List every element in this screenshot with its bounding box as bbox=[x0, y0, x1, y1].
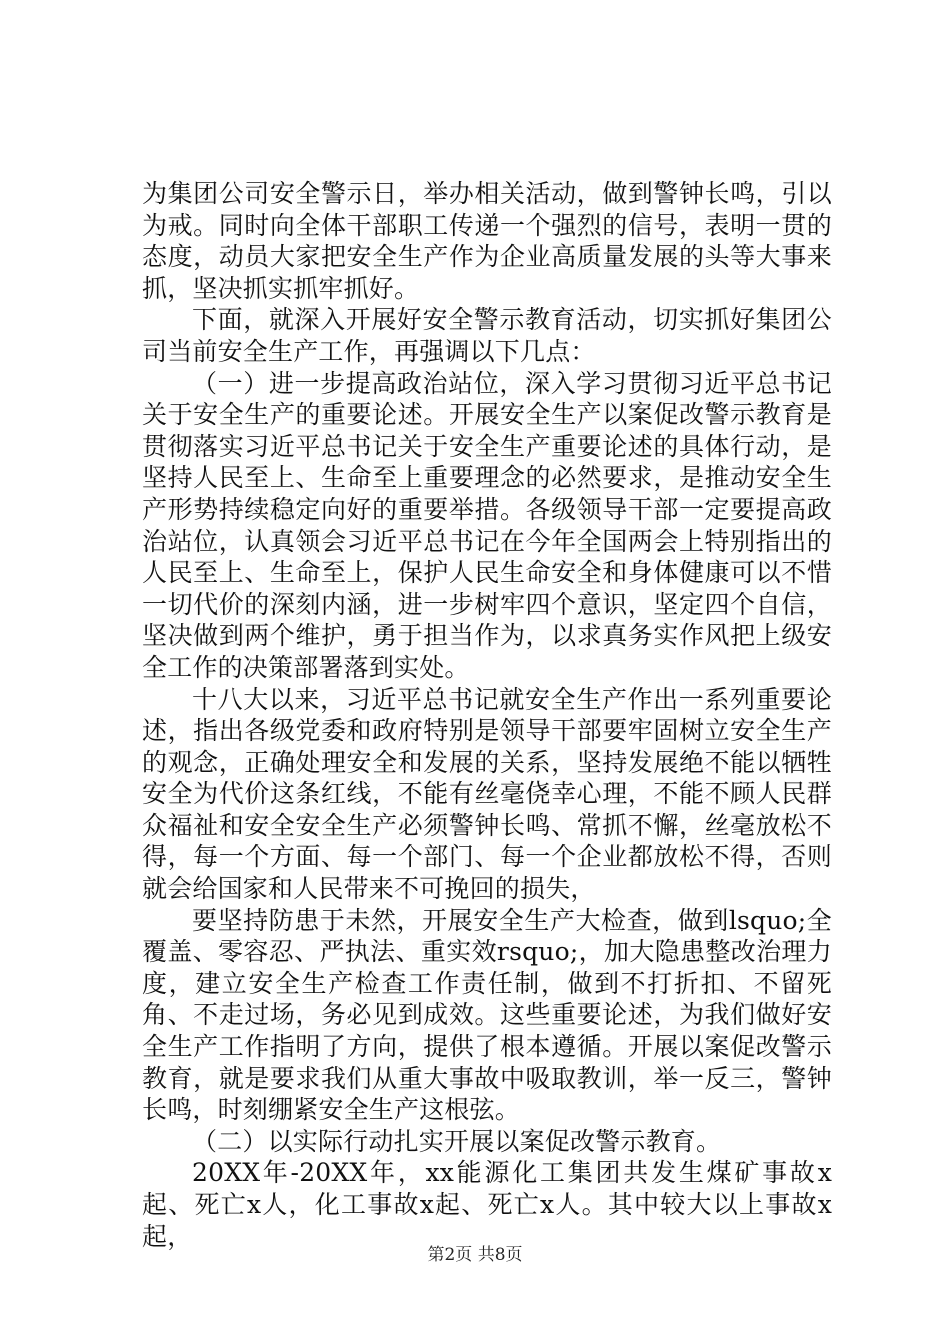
paragraph-6: （二）以实际行动扎实开展以案促改警示教育。 bbox=[192, 1126, 722, 1156]
paragraph-2: 下面，就深入开展好安全警示教育活动，切实抓好集团公司当前安全生产工作，再强调以下几点： bbox=[142, 305, 832, 366]
paragraph-1: 为集团公司安全警示日，举办相关活动，做到警钟长鸣，引以为戒。同时向全体干部职工传递一个强烈的信号，表明一贯的态度，动员大家把安全生产作为企业高质量发展的头等大事来抓，坚决抓实抓牢抓好。 bbox=[142, 179, 832, 303]
paragraph-7: 20XX年-20XX年，xx能源化工集团共发生煤矿事故x起、死亡x人，化工事故x起、死亡x人。其中较大以上事故x起， bbox=[142, 1158, 832, 1251]
document-body bbox=[142, 178, 832, 1252]
paragraph-4: 十八大以来，习近平总书记就安全生产作出一系列重要论述，指出各级党委和政府特别是领导干部要牢固树立安全生产的观念，正确处理安全和发展的关系，坚持发展绝不能以牺牲安全为代价这条红线，不能有丝毫侥幸心理，不能不顾人民群众福祉和安全安全生产必须警钟长鸣、常抓不懈，丝毫放松不得，每一个方面、每一个部门、每一个企业都放松不得，否则就会给国家和人民带来不可挽回的损失， bbox=[142, 684, 832, 904]
page-number-label: 第2页 共8页 bbox=[427, 1245, 523, 1265]
paragraph-5: 要坚持防患于未然，开展安全生产大检查，做到lsquo;全覆盖、零容忍、严执法、重实效rsquo;，加大隐患整改治理力度，建立安全生产检查工作责任制，做到不打折扣、不留死角、不走过场，务必见到成效。这些重要论述，为我们做好安全生产工作指明了方向，提供了根本遵循。开展以案促改警示教育，就是要求我们从重大事故中吸取教训，举一反三，警钟长鸣，时刻绷紧安全生产这根弦。 bbox=[142, 905, 832, 1125]
page-footer bbox=[0, 1244, 950, 1266]
paragraph-3: （一）进一步提高政治站位，深入学习贯彻习近平总书记关于安全生产的重要论述。开展安全生产以案促改警示教育是贯彻落实习近平总书记关于安全生产重要论述的具体行动，是坚持人民至上、生命至上重要理念的必然要求，是推动安全生产形势持续稳定向好的重要举措。各级领导干部一定要提高政治站位，认真领会习近平总书记在今年全国两会上特别指出的人民至上、生命至上，保护人民生命安全和身体健康可以不惜一切代价的深刻内涵，进一步树牢四个意识，坚定四个自信，坚决做到两个维护，勇于担当作为，以求真务实作风把上级安全工作的决策部署落到实处。 bbox=[142, 368, 832, 682]
